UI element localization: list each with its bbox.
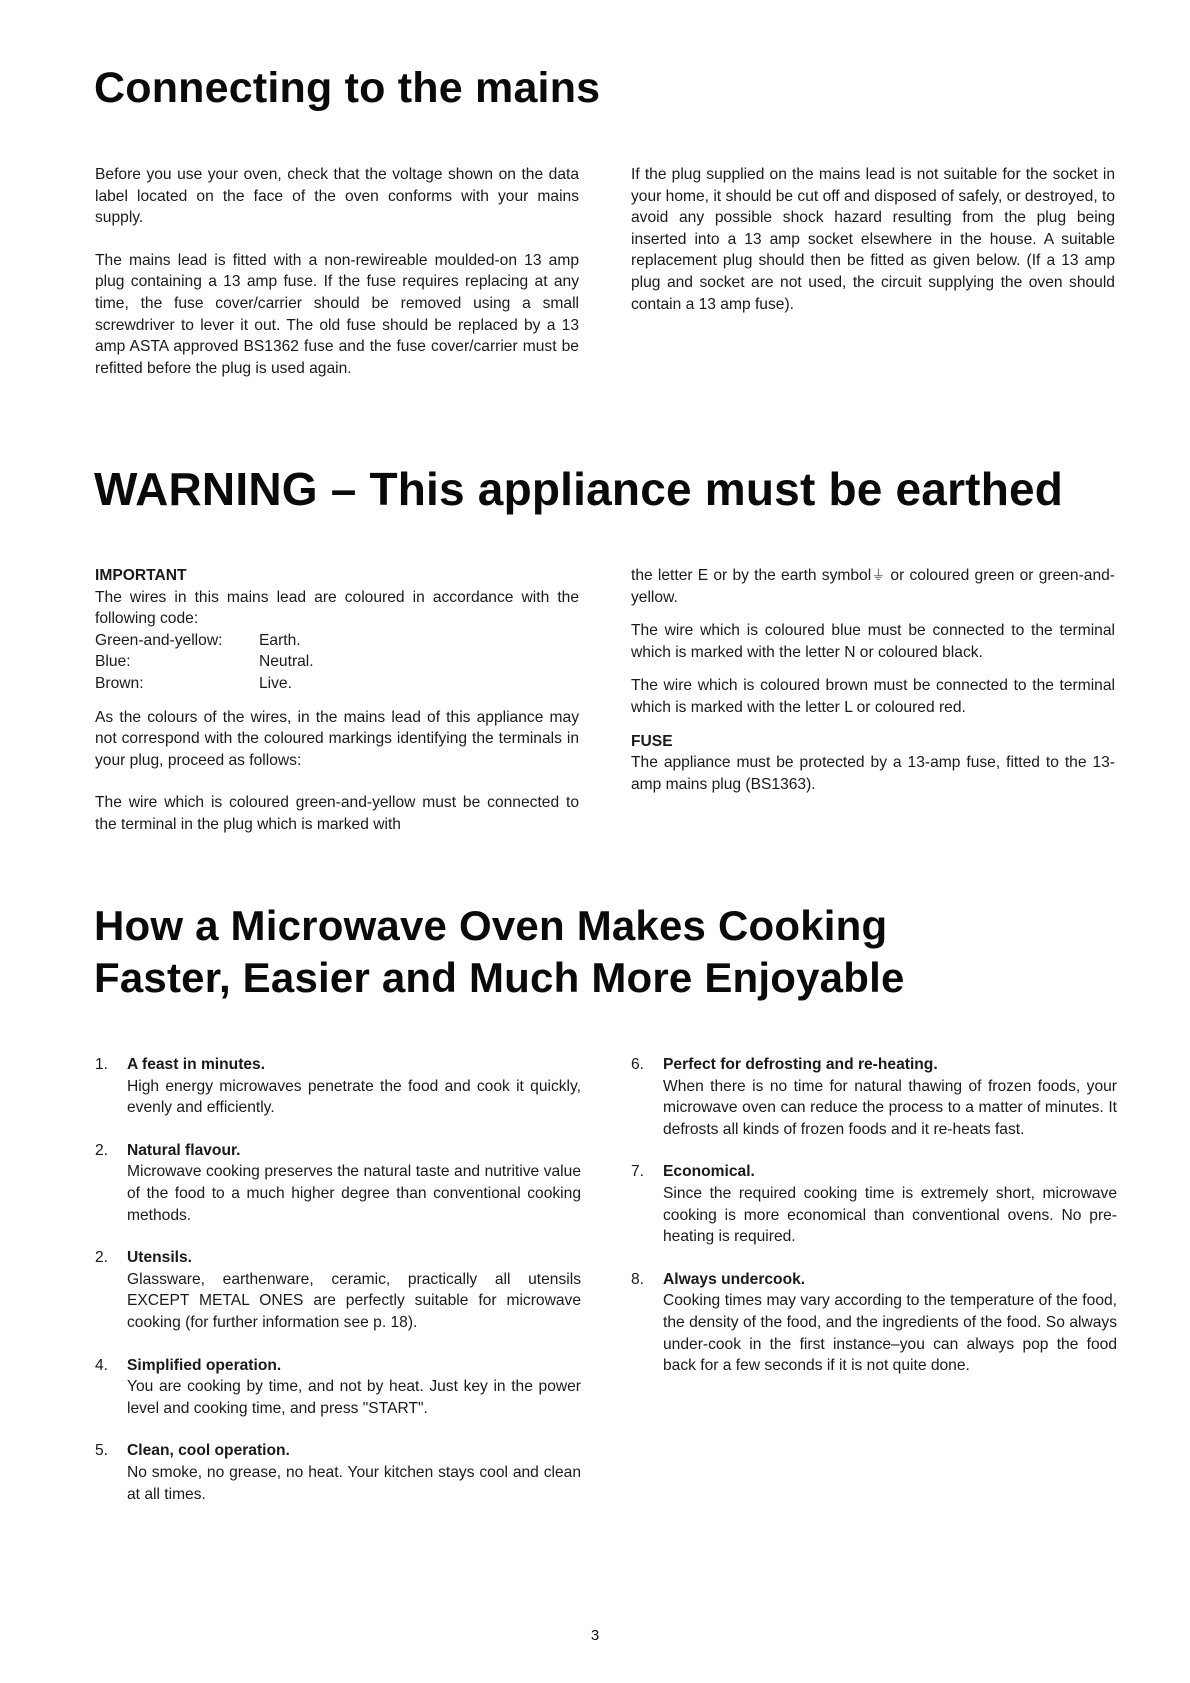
code-meaning: Earth.: [259, 631, 301, 649]
code-colour: Green-and-yellow:: [95, 631, 223, 649]
important-label: IMPORTANT: [95, 567, 187, 584]
item-title: Always undercook.: [663, 1270, 806, 1288]
code-row-brown: [95, 673, 579, 695]
paragraph-mains-lead: The mains lead is fitted with a non-rewireable moulded-on 13 amp plug containing a 13 amp fuse. If the fuse requires replacing at any time, the fuse cover/carrier should be removed using a small screwdriver to lever it out. The old fuse should be replaced by a 13 amp ASTA approved BS1362 fuse and the fuse cover/carrier must be refitted before the plug is used again.: [95, 251, 579, 377]
title-line-2: Faster, Easier and Much More Enjoyable: [94, 954, 905, 1001]
paragraph-wire-intro: The wires in this mains lead are coloured in accordance with the following code:: [95, 588, 579, 628]
list-item: [95, 1440, 581, 1505]
item-text: You are cooking by time, and not by heat. Just key in the power level and cooking time, and press "START".: [127, 1378, 581, 1417]
item-title: Utensils.: [127, 1249, 192, 1267]
item-text: Since the required cooking time is extremely short, microwave cooking is more economical than conventional ovens. No pre-heating is required.: [663, 1184, 1117, 1246]
item-number: 8.: [631, 1270, 645, 1288]
item-number: 2.: [95, 1141, 109, 1159]
code-row-blue: [95, 651, 579, 673]
item-title: Economical.: [663, 1163, 755, 1181]
paragraph-voltage: Before you use your oven, check that the voltage shown on the data label located on the face of the oven conforms with your mains supply.: [95, 166, 579, 227]
list-item: [95, 1054, 581, 1119]
section-title-connecting: Connecting to the mains: [94, 64, 601, 112]
item-title: Natural flavour.: [127, 1141, 241, 1159]
list-item: [95, 1140, 581, 1226]
paragraph-fuse: The appliance must be protected by a 13-amp fuse, fitted to the 13-amp mains plug (BS1363).: [631, 754, 1115, 793]
item-number: 7.: [631, 1163, 645, 1181]
item-text: Microwave cooking preserves the natural taste and nutritive value of the food to a much higher degree than conventional cooking methods.: [127, 1163, 581, 1224]
list-item: [631, 1161, 1117, 1247]
list-item: [95, 1355, 581, 1420]
code-row-green-yellow: [95, 630, 579, 652]
paragraph-brown-wire: The wire which is coloured brown must be connected to the terminal which is marked with the letter L or coloured red.: [631, 677, 1115, 716]
connecting-left-column: [95, 164, 579, 379]
list-item: [95, 1247, 581, 1333]
paragraph-plug-unsuitable: If the plug supplied on the mains lead is not suitable for the socket in your home, it should be cut off and disposed of safely, or destroyed, to avoid any possible shock hazard resulting from the plug being inserted into a 13 amp socket elsewhere in the house. A suitable replacement plug should then be fitted as given below. (If a 13 amp plug and socket are not used, the circuit supplying the oven should contain a 13 amp fuse).: [631, 166, 1115, 313]
item-title: Clean, cool operation.: [127, 1442, 290, 1460]
title-line-1: How a Microwave Oven Makes Cooking: [94, 902, 888, 949]
item-number: 2.: [95, 1249, 109, 1267]
item-number: 5.: [95, 1442, 109, 1460]
paragraph-blue-wire: The wire which is coloured blue must be connected to the terminal which is marked with the letter N or coloured black.: [631, 622, 1115, 661]
item-title: Simplified operation.: [127, 1356, 282, 1374]
warning-right-column: [631, 565, 1115, 795]
earth-symbol-icon: ⏚: [871, 567, 886, 583]
code-colour: Brown:: [95, 674, 144, 692]
benefits-left-column: [95, 1054, 581, 1505]
code-meaning: Neutral.: [259, 653, 314, 671]
item-text: No smoke, no grease, no heat. Your kitchen stays cool and clean at all times.: [127, 1463, 581, 1503]
section-title-warning: WARNING – This appliance must be earthed: [94, 463, 1064, 515]
earth-text-b: or coloured green or green-and-yellow.: [631, 567, 1115, 606]
item-title: Perfect for defrosting and re-heating.: [663, 1056, 938, 1073]
item-text: High energy microwaves penetrate the food and cook it quickly, evenly and efficiently.: [127, 1077, 581, 1117]
item-title: A feast in minutes.: [127, 1056, 266, 1073]
item-number: 4.: [95, 1356, 109, 1374]
list-item: [631, 1269, 1117, 1377]
benefits-right-column: [631, 1054, 1117, 1377]
paragraph-green-wire: The wire which is coloured green-and-yellow must be connected to the terminal in the plug which is marked with: [95, 794, 579, 833]
fuse-label: FUSE: [631, 732, 673, 750]
warning-left-column: [95, 565, 579, 836]
code-colour: Blue:: [95, 653, 131, 671]
item-number: 1.: [95, 1056, 109, 1073]
earth-text-a: the letter E or by the earth symbol: [631, 567, 872, 584]
item-text: Cooking times may vary according to the temperature of the food, the density of the food, and the ingredients of the food. So always under-cook in the first instance–you can always pop the food back for a few seconds if it is not quite done.: [663, 1292, 1117, 1375]
item-text: Glassware, earthenware, ceramic, practically all utensils EXCEPT METAL ONES are perfectly suitable for microwave cooking (for further information see p. 18).: [127, 1270, 581, 1331]
list-item: [631, 1054, 1117, 1140]
page-number: 3: [590, 1627, 600, 1644]
section-title-how-microwave: [94, 900, 905, 1004]
connecting-right-column: [631, 164, 1115, 315]
paragraph-as-colours: As the colours of the wires, in the mains lead of this appliance may not correspond with the coloured markings identifying the terminals in your plug, proceed as follows:: [95, 708, 579, 769]
paragraph-earth-letter: [631, 565, 1115, 608]
item-text: When there is no time for natural thawing of frozen foods, your microwave oven can reduce the process to a matter of minutes. It defrosts all kinds of frozen foods and it re-heats fast.: [663, 1077, 1117, 1138]
code-meaning: Live.: [259, 674, 292, 692]
item-number: 6.: [631, 1056, 645, 1073]
